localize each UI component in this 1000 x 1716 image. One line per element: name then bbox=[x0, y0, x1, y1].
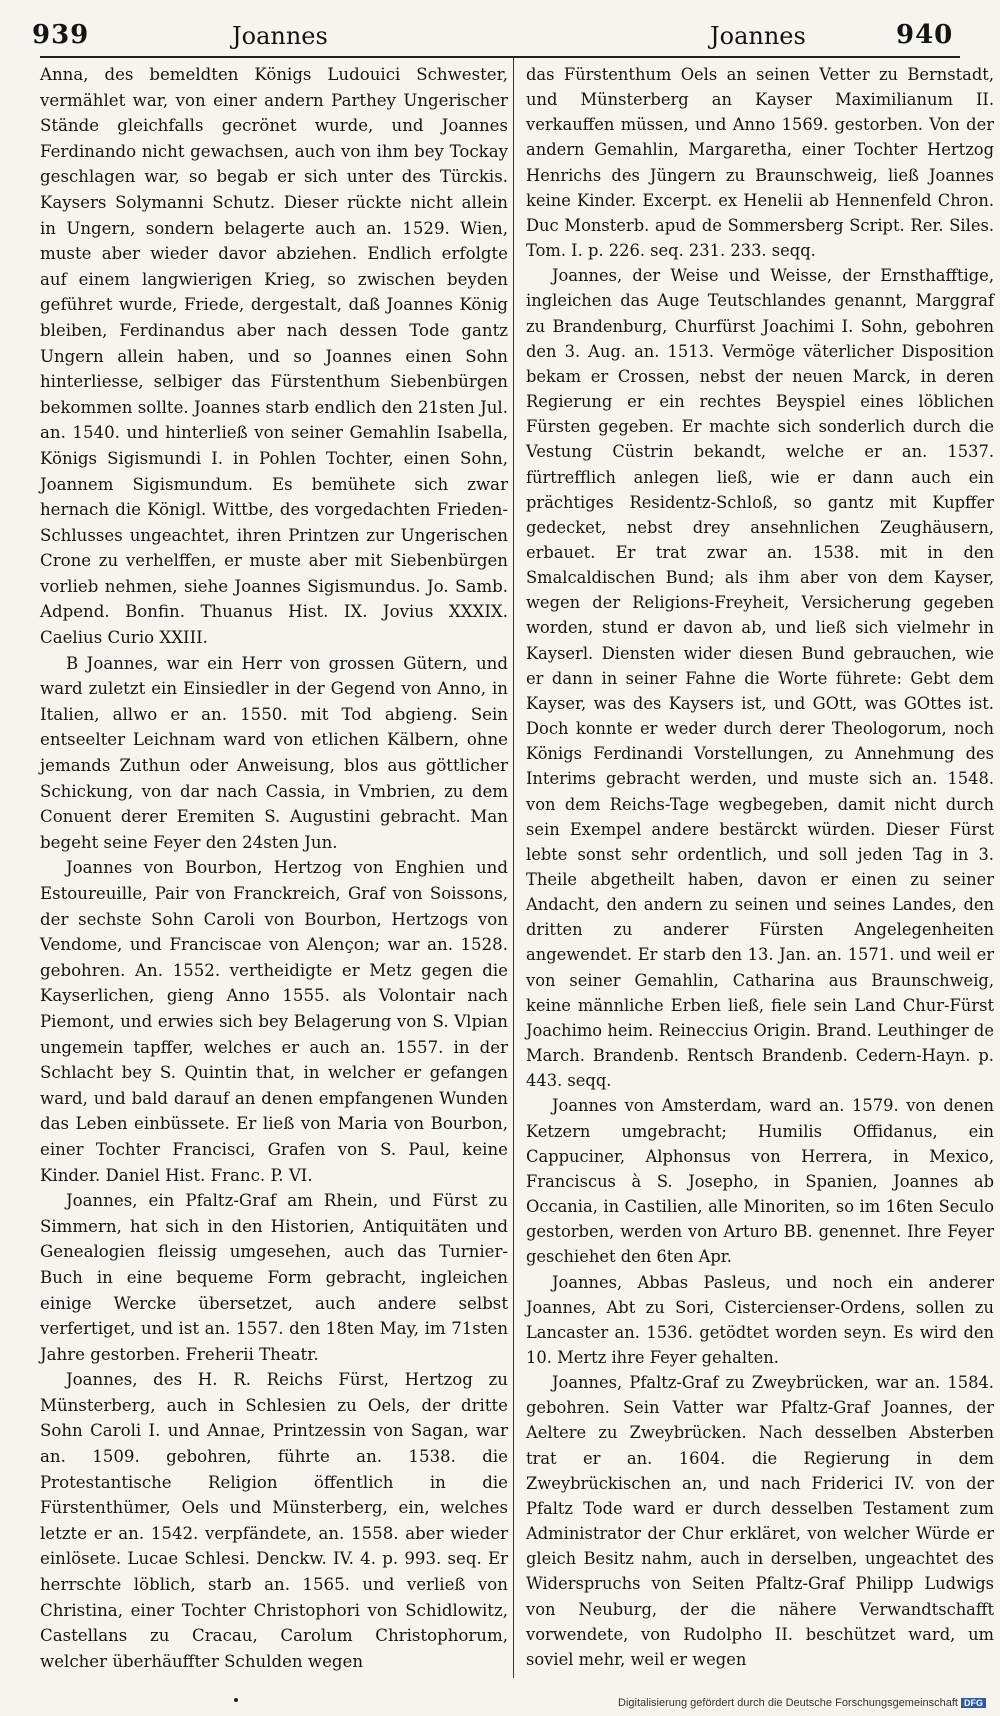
entry-paragraph: Joannes, Pfaltz-Graf zu Zweybrücken, war an. 1584. gebohren. Sein Vatter war Pfaltz-Graf Joannes, der Aeltere zu Zweybrücken. Nach desselben Absterben trat er an. 1604. die Regierung in dem Zweybrückischen an, und nach Friderici IV. von der Pfaltz Tode ward er durch desselben Testament zum Administrator der Chur erkläret, von welcher Würde er gleich Besitz nahm, auch in derselben, ungeachtet des Widerspruchs von Seiten Pfaltz-Graf Philipp Ludwigs von Neuburg, der die nähere Verwandtschafft vorwendete, von Rudolpho II. beschützet ward, um soviel mehr, weil er wegen bbox=[526, 1373, 994, 1669]
entry-paragraph: das Fürstenthum Oels an seinen Vetter zu Bernstadt, und Münsterberg an Kayser Maximilianum II. verkauffen müssen, und Anno 1569. gestorben. Von der andern Gemahlin, Margaretha, einer Tochter Hertzog Henrichs des Jüngern zu Braunschweig, ließ Joannes keine Kinder. Excerpt. ex Henelii ab Hennenfeld Chron. Duc Monsterb. apud de Sommersberg Script. Rer. Siles. Tom. I. p. 226. seq. 231. 233. seqq. bbox=[526, 65, 994, 261]
header-rule bbox=[40, 56, 960, 58]
page-header bbox=[0, 0, 1000, 60]
entry-paragraph: Joannes von Bourbon, Hertzog von Enghien und Estoureuille, Pair von Franckreich, Graf von Soissons, der sechste Sohn Caroli von Bourbon, Hertzogs von Vendome, und Franciscae von Alençon; war an. 1528. gebohren. An. 1552. vertheidigte er Metz gegen die Kayserlichen, gieng Anno 1555. als Volontair nach Piemont, und erwies sich bey Belagerung von S. Vlpian ungemein tapffer, welches er auch an. 1557. in der Schlacht bey S. Quintin that, in welcher er gefangen ward, und bald darauf an denen empfangenen Wunden das Leben einbüssete. Er ließ von Maria von Bourbon, einer Tochter Francisci, Grafen von S. Paul, keine Kinder. Daniel Hist. Franc. P. VI. bbox=[40, 858, 508, 1185]
running-head-right: Joannes bbox=[710, 22, 806, 50]
page-number-right: 940 bbox=[896, 20, 954, 50]
right-column bbox=[526, 62, 994, 1672]
entry-paragraph: Joannes von Amsterdam, ward an. 1579. von denen Ketzern umgebracht; Humilis Offidanus, ein Cappuciner, Alphonsus von Herrera, in Mexico, Franciscus à S. Josepho, in Spanien, Joannes ab Occania, in Castilien, alle Minoriten, so im 16ten Seculo gestorben, werden von Arturo BB. genennet. Ihre Feyer geschiehet den 6ten Apr. bbox=[526, 1096, 994, 1267]
page-number-left: 939 bbox=[32, 20, 90, 50]
digitization-footer bbox=[618, 1697, 986, 1709]
entry-paragraph: B Joannes, war ein Herr von grossen Gütern, und ward zuletzt ein Einsiedler in der Gegend von Anno, in Italien, allwo er an. 1550. mit Tod abgieng. Sein entseelter Leichnam ward von etlichen Kälbern, ohne jemands Zuthun oder Anweisung, blos aus göttlicher Schickung, von dar nach Cassia, in Vmbrien, zu dem Conuent derer Eremiten S. Augustini gebracht. Man begeht seine Feyer den 24sten Jun. bbox=[40, 653, 508, 852]
column-divider bbox=[513, 58, 514, 1678]
dfg-logo: DFG bbox=[961, 1698, 986, 1708]
entry-paragraph: Joannes, der Weise und Weisse, der Ernsthafftige, ingleichen das Auge Teutschlandes genannt, Marggraf zu Brandenburg, Churfürst Joachimi I. Sohn, gebohren den 3. Aug. an. 1513. Vermöge väterlicher Disposition bekam er Crossen, nebst der neuen Marck, in deren Regierung er ein rechtes Beyspiel eines löblichen Fürsten gegeben. Er machte sich sonderlich durch die Vestung Cüstrin bekandt, welche er an. 1537. fürtrefflich anlegen ließ, wie er dann auch ein prächtiges Residentz-Schloß, so gantz mit Kupffer gedecket, nebst drey ansehnlichen Zeughäusern, erbauet. Er trat zwar an. 1538. mit in den Smalcaldischen Bund; als ihm aber von dem Kayser, wegen der Religions-Freyheit, Versicherung gegeben worden, stund er davon ab, und ließ sich vielmehr in Kayserl. Diensten wider diesen Bund gebrauchen, wie er dann in seiner Fahne die Worte führete: Gebt dem Kayser, was des Kaysers ist, und GOtt, was GOttes ist. Doch konnte er weder durch derer Theologorum, noch Königs Ferdinandi Vorstellungen, zu Annehmung des Interims gebracht werden, und muste sich an. 1548. von dem Reichs-Tage wegbegeben, damit nicht durch sein Exempel andere bestärckt würden. Dieser Fürst lebte sonst sehr ordentlich, und soll jeden Tag in 3. Theile abgetheilt haben, davon er einen zu seiner Andacht, den andern zu seinen und seines Landes, den dritten zu anderer Fürsten Angelegenheiten angewendet. Er starb den 13. Jan. an. 1571. und weil er von seiner Gemahlin, Catharina aus Braunschweig, keine männliche Erben ließ, fiele sein Land Chur-Fürst Joachimo heim. Reineccius Origin. Brand. Leuthinger de March. Brandenb. Rentsch Brandenb. Cedern-Hayn. p. 443. seqq. bbox=[526, 266, 994, 1091]
entry-paragraph: Joannes, des H. R. Reichs Fürst, Hertzog zu Münsterberg, auch in Schlesien zu Oels, der dritte Sohn Caroli I. und Annae, Printzessin von Sagan, war an. 1509. gebohren, führte an. 1538. die Protestantische Religion öffentlich in die Fürstenthümer, Oels und Münsterberg, ein, welches letzte er an. 1542. verpfändete, an. 1558. aber wieder einlösete. Lucae Schlesi. Denckw. IV. 4. p. 993. seq. Er herrschte löblich, starb an. 1565. und verließ von Christina, einer Tochter Christophori von Schidlowitz, Castellans zu Cracau, Carolum Christophorum, welcher überhäuffter Schulden wegen bbox=[40, 1370, 508, 1671]
entry-paragraph: Joannes, ein Pfaltz-Graf am Rhein, und Fürst zu Simmern, hat sich in den Historien, Antiquitäten und Genealogien fleissig umgesehen, auch das Turnier-Buch in eine bequeme Form gebracht, ingleichen einige Wercke übersetzet, auch andere selbst verfertiget, und ist an. 1557. den 18ten May, im 71sten Jahre gestorben. Freherii Theatr. bbox=[40, 1191, 508, 1364]
left-column bbox=[40, 62, 508, 1674]
entry-paragraph: Anna, des bemeldten Königs Ludouici Schwester, vermählet war, von einer andern Parthey Ungerischer Stände gleichfalls gecrönet wurde, und Joannes Ferdinando nicht gewachsen, auch von ihm bey Tockay geschlagen war, so begab er sich unter des Türckis. Kaysers Solymanni Schutz. Dieser rückte nicht allein in Ungern, sondern belagerte auch an. 1529. Wien, muste aber wieder davor abziehen. Endlich erfolgte auf einem langwierigen Krieg, so zwischen beyden geführet wurde, Friede, dergestalt, daß Joannes König bleiben, Ferdinandus aber nach dessen Tode gantz Ungern allein haben, und so Joannes einen Sohn hinterliesse, selbiger das Fürstenthum Siebenbürgen bekommen sollte. Joannes starb endlich den 21sten Jul. an. 1540. und hinterließ von seiner Gemahlin Isabella, Königs Sigismundi I. in Pohlen Tochter, einen Sohn, Joannem Sigismundum. Es bemühete sich zwar hernach die Königl. Wittbe, des vorgedachten Frieden-Schlusses ungeachtet, ihren Printzen zur Ungerischen Crone zu verhelffen, er muste aber mit Siebenbürgen vorlieb nehmen, siehe Joannes Sigismundus. Jo. Samb. Adpend. Bonfin. Thuanus Hist. IX. Jovius XXXIX. Caelius Curio XXIII. bbox=[40, 65, 508, 648]
entry-paragraph: Joannes, Abbas Pasleus, und noch ein anderer Joannes, Abt zu Sori, Cistercienser-Ordens, sollen zu Lancaster an. 1536. getödtet worden seyn. Es wird den 10. Mertz ihre Feyer gehalten. bbox=[526, 1272, 994, 1367]
footer-credit: Digitalisierung gefördert durch die Deutsche Forschungsgemeinschaft bbox=[618, 1697, 958, 1709]
ink-dot bbox=[234, 1698, 238, 1702]
running-head-left: Joannes bbox=[232, 22, 328, 50]
